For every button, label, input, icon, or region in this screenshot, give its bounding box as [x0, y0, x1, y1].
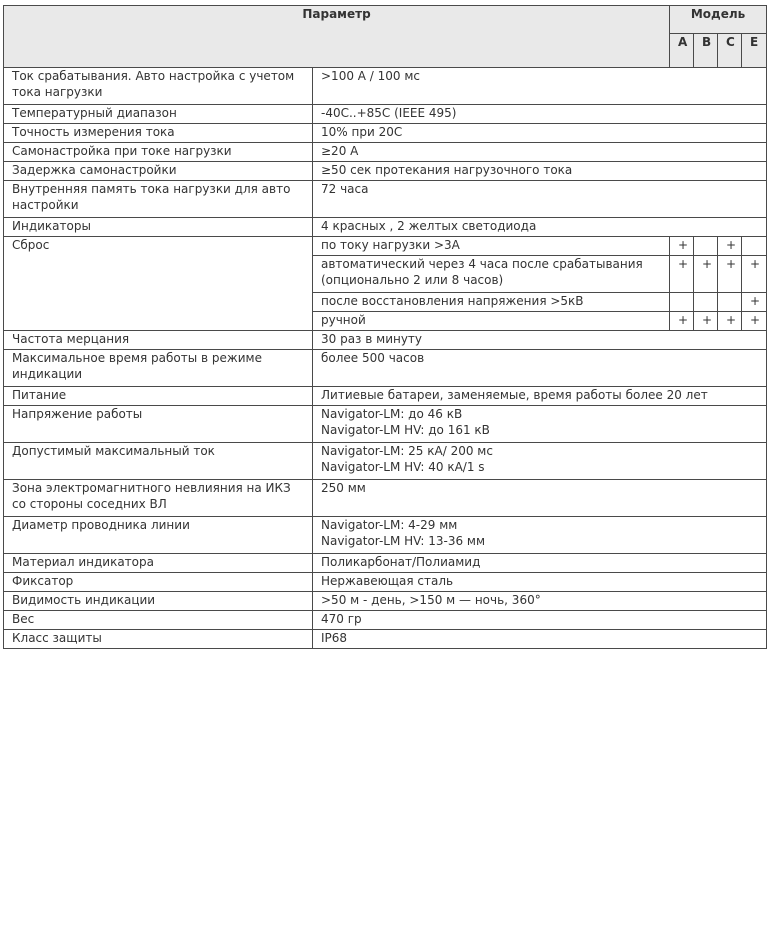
param-value	[313, 517, 767, 554]
value-line: Navigator-LM HV: 13-36 мм	[321, 534, 486, 548]
param-name: Видимость индикации	[4, 592, 313, 611]
model-a-mark: +	[670, 256, 694, 293]
param-name-reset: Сброс	[4, 237, 313, 331]
param-name: Диаметр проводника линии	[4, 517, 313, 554]
header-parameter: Параметр	[4, 6, 670, 68]
value-line: Navigator-LM: 4-29 мм	[321, 518, 458, 532]
model-c-mark: +	[718, 237, 742, 256]
reset-option: после восстановления напряжения >5кВ	[313, 293, 670, 312]
table-row	[4, 480, 767, 517]
param-name: Фиксатор	[4, 573, 313, 592]
param-name: Зона электромагнитного невлияния на ИКЗ со стороны соседних ВЛ	[4, 480, 313, 517]
header-model-e: E	[742, 33, 767, 67]
reset-option: автоматический через 4 часа после срабатывания (опционально 2 или 8 часов)	[313, 256, 670, 293]
spec-table-wrapper	[3, 5, 767, 649]
param-value: ≥50 сек протекания нагрузочного тока	[313, 162, 767, 181]
table-row	[4, 331, 767, 350]
param-value	[313, 443, 767, 480]
header-model-a: A	[670, 33, 694, 67]
header-model: Модель	[670, 6, 767, 34]
model-e-mark	[742, 237, 767, 256]
param-name: Ток срабатывания. Авто настройка с учетом тока нагрузки	[4, 68, 313, 105]
table-row	[4, 573, 767, 592]
param-name: Самонастройка при токе нагрузки	[4, 143, 313, 162]
param-name: Максимальное время работы в режиме индикации	[4, 350, 313, 387]
value-line: Navigator-LM HV: 40 кА/1 s	[321, 460, 485, 474]
param-value: 30 раз в минуту	[313, 331, 767, 350]
model-b-mark	[694, 293, 718, 312]
model-a-mark	[670, 293, 694, 312]
table-row-reset	[4, 237, 767, 256]
param-value: >50 м - день, >150 м — ночь, 360°	[313, 592, 767, 611]
table-row	[4, 554, 767, 573]
param-name: Точность измерения тока	[4, 124, 313, 143]
table-row	[4, 105, 767, 124]
reset-option: ручной	[313, 312, 670, 331]
model-a-mark: +	[670, 312, 694, 331]
table-row	[4, 143, 767, 162]
param-value: 470 гр	[313, 611, 767, 630]
model-c-mark	[718, 293, 742, 312]
model-b-mark	[694, 237, 718, 256]
param-value: 10% при 20C	[313, 124, 767, 143]
table-row	[4, 443, 767, 480]
table-row	[4, 162, 767, 181]
param-name: Питание	[4, 387, 313, 406]
param-value: более 500 часов	[313, 350, 767, 387]
model-b-mark: +	[694, 256, 718, 293]
reset-option: по току нагрузки >3А	[313, 237, 670, 256]
model-a-mark: +	[670, 237, 694, 256]
model-b-mark: +	[694, 312, 718, 331]
param-name: Допустимый максимальный ток	[4, 443, 313, 480]
param-name: Вес	[4, 611, 313, 630]
value-line: Navigator-LM: до 46 кВ	[321, 407, 463, 421]
model-c-mark: +	[718, 256, 742, 293]
param-value: 72 часа	[313, 181, 767, 218]
table-row	[4, 592, 767, 611]
param-value: IP68	[313, 630, 767, 649]
param-name: Индикаторы	[4, 218, 313, 237]
table-row	[4, 611, 767, 630]
model-e-mark: +	[742, 293, 767, 312]
param-name: Задержка самонастройки	[4, 162, 313, 181]
param-value: Литиевые батареи, заменяемые, время работы более 20 лет	[313, 387, 767, 406]
value-line: Navigator-LM HV: до 161 кВ	[321, 423, 490, 437]
model-c-mark: +	[718, 312, 742, 331]
param-value: Поликарбонат/Полиамид	[313, 554, 767, 573]
table-row	[4, 406, 767, 443]
param-name: Внутренняя память тока нагрузки для авто настройки	[4, 181, 313, 218]
table-row	[4, 630, 767, 649]
header-model-b: B	[694, 33, 718, 67]
param-value: >100 А / 100 мс	[313, 68, 767, 105]
param-value: ≥20 А	[313, 143, 767, 162]
param-value	[313, 406, 767, 443]
table-row	[4, 68, 767, 105]
table-row	[4, 350, 767, 387]
specifications-table	[3, 5, 767, 649]
table-row	[4, 181, 767, 218]
param-value: 4 красных , 2 желтых светодиода	[313, 218, 767, 237]
param-name: Класс защиты	[4, 630, 313, 649]
model-e-mark: +	[742, 256, 767, 293]
header-model-c: C	[718, 33, 742, 67]
table-row	[4, 387, 767, 406]
table-row	[4, 218, 767, 237]
param-name: Частота мерцания	[4, 331, 313, 350]
table-row	[4, 124, 767, 143]
value-line: Navigator-LM: 25 кА/ 200 мс	[321, 444, 493, 458]
param-name: Температурный диапазон	[4, 105, 313, 124]
param-value: -40C..+85C (IEEE 495)	[313, 105, 767, 124]
param-value: Нержавеющая сталь	[313, 573, 767, 592]
param-value: 250 мм	[313, 480, 767, 517]
table-row	[4, 517, 767, 554]
model-e-mark: +	[742, 312, 767, 331]
param-name: Напряжение работы	[4, 406, 313, 443]
param-name: Материал индикатора	[4, 554, 313, 573]
